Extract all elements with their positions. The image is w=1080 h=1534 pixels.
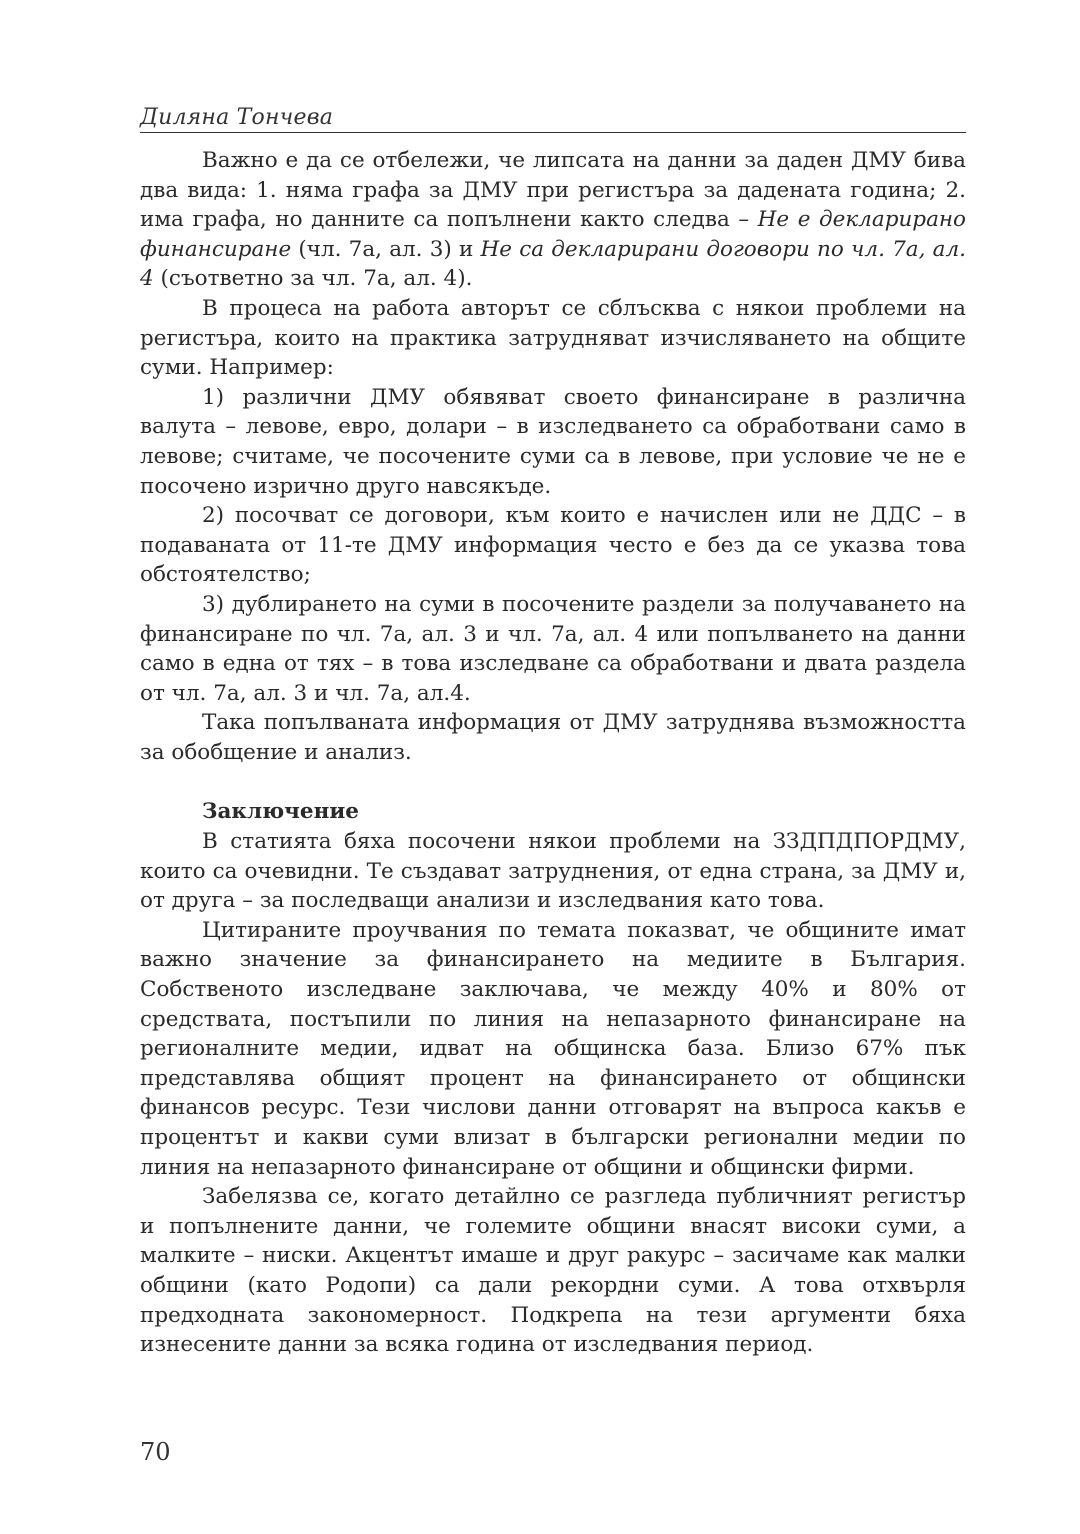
paragraph-5: 3) дублирането на суми в посочените раздели за получаването на финансиране по чл. 7а, ал. 3 и чл. 7а, ал. 4 или попълването на данни само в една от тях – в това изследване са обработвани и двата раздела от чл. 7а, ал. 3 и чл. 7а, ал.4. bbox=[140, 591, 966, 706]
paragraph-1-italic-2: Не са декларирани договори по чл. 7а, ал. 4 bbox=[140, 236, 966, 292]
page-number: 70 bbox=[140, 1438, 171, 1466]
paragraph-4: 2) посочват се договори, към които е начислен или не ДДС – в подаваната от 11-те ДМУ информация често е без да се указва това обстоятелство; bbox=[140, 503, 966, 588]
paragraph-8: Цитираните проучвания по темата показват, че общините имат важно значение за финансирането на медиите в България. Собственото изследване заключава, че между 40% и 80% от средствата, постъпили по линия на непазарното финансиране на регионалните медии, идват на общинска база. Близо 67% пък представлява общият процент на финансирането от общински финансов ресурс. Тези числови данни отговарят на въпроса какъв е процентът и какви суми влизат в български регионални медии по линия на непазарното финансиране от общини и общински фирми. bbox=[140, 917, 966, 1180]
paragraph-1-part-b: (чл. 7а, ал. 3) и bbox=[291, 236, 481, 262]
header-rule bbox=[140, 132, 966, 133]
running-head-author: Диляна Тончева bbox=[140, 105, 334, 130]
paragraph-3: 1) различни ДМУ обявяват своето финансиране в различна валута – левове, евро, долари – в изследването са обработвани само в левове; считаме, че посочените суми са в левове, при условие че не е посочено изрично друго навсякъде. bbox=[140, 384, 966, 499]
paragraph-1-part-c: (съответно за чл. 7а, ал. 4). bbox=[153, 266, 473, 292]
paragraph-1 bbox=[140, 146, 966, 294]
paragraph-9: Забелязва се, когато детайлно се разгледа публичният регистър и попълнените данни, че големите общини внасят високи суми, а малките – ниски. Акцентът имаше и друг ракурс – засичаме как малки общини (като Родопи) са дали рекордни суми. А това отхвърля предходната закономерност. Подкрепа на тези аргументи бяха изнесените данни за всяка година от изследвания период. bbox=[140, 1184, 966, 1358]
paragraph-7: В статията бяха посочени някои проблеми на ЗЗДПДПОРДМУ, които са очевидни. Те създават затруднения, от една страна, за ДМУ и, от друга – за последващи анализи и изследвания като това. bbox=[140, 829, 966, 914]
paragraph-1-part-a: Важно е да се отбележи, че липсата на данни за даден ДМУ бива два вида: 1. няма графа за ДМУ при регистъра за дадената година; 2. има графа, но данните са попълнени както следва – bbox=[140, 148, 966, 233]
body-text bbox=[140, 146, 966, 1360]
paragraph-1-italic-1: Не е декларирано финансиране bbox=[140, 207, 966, 262]
section-title: Заключение bbox=[202, 799, 359, 825]
paragraph-6: Така попълваната информация от ДМУ затруднява възможността за обобщение и анализ. bbox=[140, 710, 966, 765]
section-gap bbox=[140, 767, 966, 797]
paragraph-2: В процеса на работа авторът се сблъсква с някои проблеми на регистъра, които на практика затрудняват изчисляването на общите суми. Например: bbox=[140, 295, 966, 381]
